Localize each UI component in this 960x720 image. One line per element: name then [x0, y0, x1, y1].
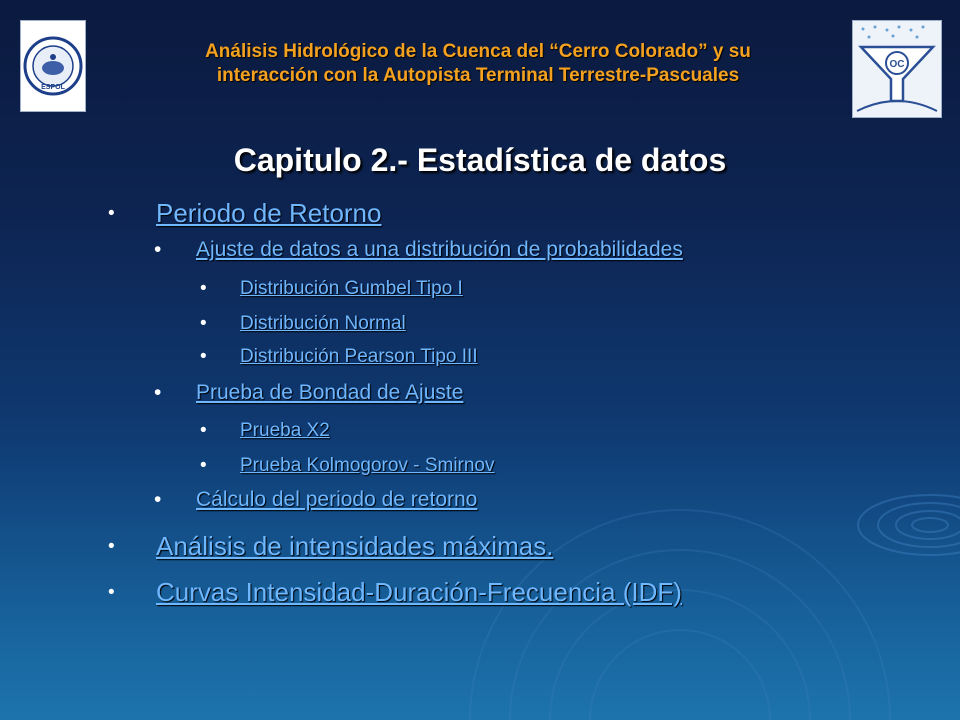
svg-text:OC: OC	[889, 59, 905, 70]
link-ajuste-distribucion[interactable]: Ajuste de datos a una distribución de probabilidades	[196, 238, 683, 261]
bullet-analisis: •	[108, 536, 115, 557]
link-periodo-retorno[interactable]: Periodo de Retorno	[156, 198, 382, 228]
link-prueba-ks[interactable]: Prueba Kolmogorov - Smirnov	[240, 455, 495, 476]
outline-item-pearson	[240, 346, 478, 368]
outline-item-normal	[240, 313, 406, 335]
link-pearson[interactable]: Distribución Pearson Tipo III	[240, 346, 478, 367]
bullet-ajuste: •	[154, 238, 162, 261]
slide-header	[108, 40, 848, 88]
funnel-logo	[852, 20, 942, 118]
outline-item-idf	[156, 577, 682, 608]
link-gumbel[interactable]: Distribución Gumbel Tipo I	[240, 278, 463, 299]
link-calculo-periodo[interactable]: Cálculo del periodo de retorno	[196, 488, 478, 511]
bullet-x2: •	[200, 420, 207, 441]
link-bondad-ajuste[interactable]: Prueba de Bondad de Ajuste	[196, 381, 464, 404]
outline-item-bondad	[196, 381, 463, 405]
outline-item-x2	[240, 420, 330, 442]
bullet-gumbel: •	[200, 278, 207, 299]
espol-logo	[20, 20, 86, 112]
outline-item-ks	[240, 455, 495, 477]
outline-item-analisis	[156, 531, 553, 562]
outline-item-periodo	[156, 198, 381, 229]
bullet-calculo: •	[154, 488, 162, 511]
link-prueba-x2[interactable]: Prueba X2	[240, 420, 330, 441]
link-normal[interactable]: Distribución Normal	[240, 313, 406, 334]
bullet-idf: •	[108, 582, 115, 603]
bullet-ks: •	[200, 455, 207, 476]
svg-text:ESPOL: ESPOL	[41, 84, 65, 91]
bullet-normal: •	[200, 313, 207, 334]
bullet-pearson: •	[200, 346, 207, 367]
link-analisis-intensidades[interactable]: Análisis de intensidades máximas.	[156, 531, 554, 561]
outline-item-calculo	[196, 488, 477, 512]
outline-item-gumbel	[240, 278, 463, 300]
slide-title: Capitulo 2.- Estadística de datos	[233, 142, 727, 178]
bullet-bondad: •	[154, 381, 162, 404]
header-line-2: interacción con la Autopista Terminal Terrestre-Pascuales	[216, 65, 740, 86]
outline-item-ajuste	[196, 238, 683, 262]
bullet-periodo: •	[108, 203, 115, 224]
header-line-1: Análisis Hidrológico de la Cuenca del “Cerro Colorado” y su	[205, 41, 751, 62]
link-curvas-idf[interactable]: Curvas Intensidad-Duración-Frecuencia (IDF)	[156, 577, 682, 607]
